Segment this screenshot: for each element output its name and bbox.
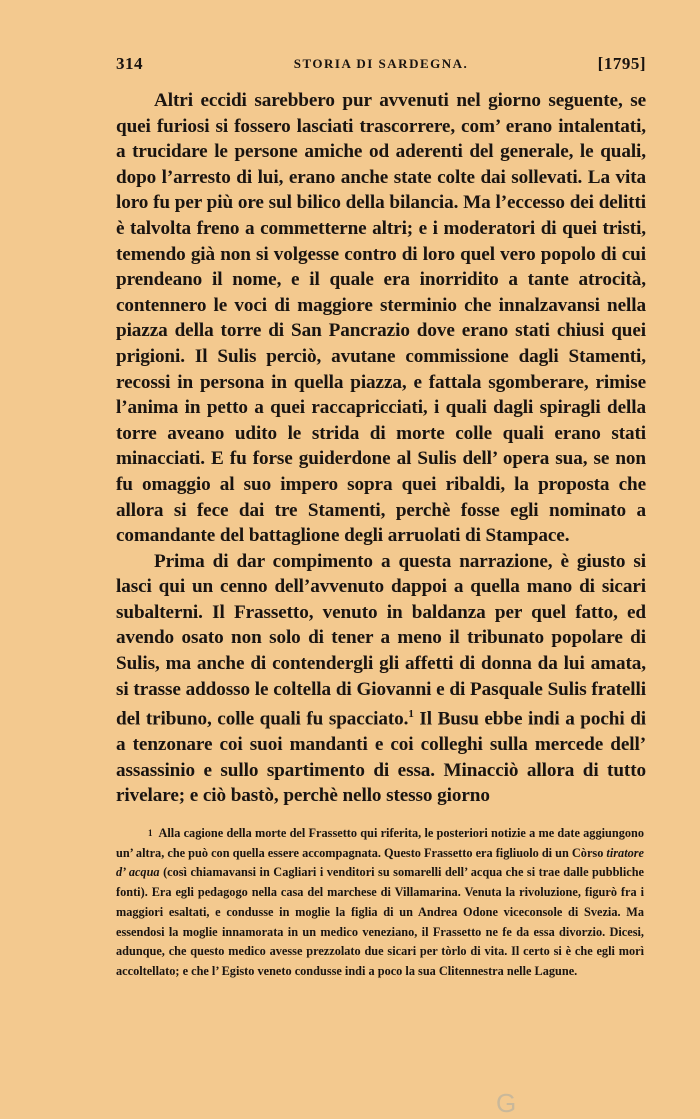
paragraph-text: Prima di dar compimento a questa narrazione, è giusto si lasci qui un cenno dell’avvenuto dappoi a quella mano di sicari subalterni. Il Frassetto, venuto in baldanza per quel fatto, ed avendo osato non solo di tener a meno il tribunato popolare di Sulis, ma anche di contendergli gli affetti di donna da lui amata, si trasse addosso le coltella di Giovanni e di Pasquale Sulis fratelli del tribuno, colle quali fu spacciato. [116,550,646,730]
footnote-text-part: (così chiamavansi in Cagliari i venditori su somarelli dell’ acqua che si trae dalle pubbliche fonti). Era egli pedagogo nella casa del marchese di Villamarina. Venuta la rivoluzione, figurò fra i maggiori esaltati, e condusse in moglie la figlia di un Andrea Odone viceconsole di Svezia. Ma essendosi la moglie innamorata in un medico veneziano, il Frassetto ne fe da essa divorzio. Dicesi, adunque, che questo medico avesse prezzolato due sicari per tòrlo di vita. Il certo si è che egli morì accoltellato; e che l’ Egisto veneto condusse indi a poco la sua Clitennestra nelle Lagune. [116,865,644,978]
paragraph: Altri eccidi sarebbero pur avvenuti nel giorno seguente, se quei furiosi si fossero lasciati trascorrere, com’ erano intalentati, a trucidare le persone amiche od aderenti del generale, le quali, dopo l’arresto di lui, erano anche state colte dai sollevati. La vita loro fu per più ore sul bilico della bilancia. Ma l’eccesso dei delitti è talvolta freno a commetterne altri; e i moderatori di quei tristi, temendo già non si volgesse contro di loro quel vero popolo di cui prendeano il nome, e il quale era inorridito a tante atrocità, contennero le voci di maggiore sterminio che innalzavansi nella piazza della torre di San Pancrazio dove erano stati chiusi quei prigioni. Il Sulis perciò, avutane commissione dagli Stamenti, recossi in persona in quella piazza, e fattala sgomberare, rimise l’anima in petto a quei raccapricciati, i quali dagli spiragli della torre aveano udito le strida di morte colle quali erano stati minacciati. E fu forse guiderdone al Sulis dell’ opera sua, se non fu omaggio al suo impero sopra quei ribaldi, la proposta che allora si fece dai tre Stamenti, perchè fosse egli nominato a comandante del battaglione degli arruolati di Stampace. [116,90,646,547]
footnote-text-part: Alla cagione della morte del Frassetto qui riferita, le posteriori notizie a me date aggiungono un’ altra, che può con quella essere accompagnata. Questo Frassetto era figliuolo di un Còrso [116,826,644,860]
footnote-mark: 1 [148,828,153,838]
footnote-italic: tiratore d’ acqua [116,845,644,880]
footnote-reference: 1 [408,708,414,721]
watermark: G [496,1088,517,1118]
header-year: [1795] [597,54,646,73]
footnote [116,824,644,982]
main-text [116,88,646,809]
running-title: STORIA DI SARDEGNA. [293,56,469,71]
running-header [116,54,646,80]
page-number: 314 [116,54,143,73]
footnote-text [116,824,644,982]
paragraph [116,549,646,809]
paragraph-text: Il Busu ebbe indi a pochi di a tenzonare coi suoi mandanti e coi colleghi sulla mercede dell’ assassinio e sullo spartimento di essa. Minacciò allora di tutto rivelare; e ciò bastò, perchè nello stesso giorno [116,708,646,807]
